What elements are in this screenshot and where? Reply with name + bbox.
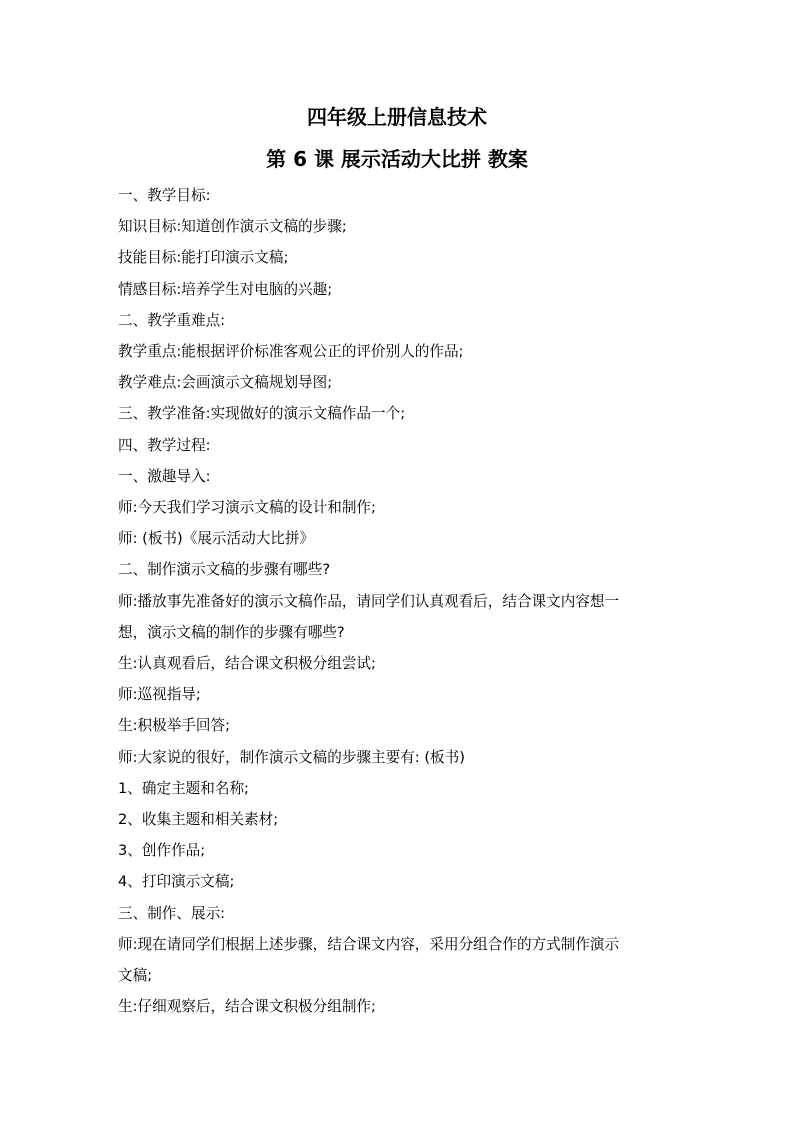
process-step-heading: 一、激趣导入: xyxy=(118,467,211,485)
teacher-line-continued: 文稿; xyxy=(118,967,153,985)
teacher-line: 师:大家说的很好，制作演示文稿的步骤主要有: (板书) xyxy=(118,748,465,766)
teaching-difficulty: 教学难点:会画演示文稿规划导图; xyxy=(118,374,333,392)
section-objectives-heading: 一、教学目标: xyxy=(118,187,211,204)
knowledge-objective: 知识目标:知道创作演示文稿的步骤; xyxy=(118,218,347,236)
process-step-heading: 三、制作、展示: xyxy=(118,904,226,922)
teacher-line: 师:现在请同学们根据上述步骤，结合课文内容，采用分组合作的方式制作演示 xyxy=(118,935,620,953)
section-process-heading: 四、教学过程: xyxy=(118,436,211,454)
section-key-points-heading: 二、教学重难点: xyxy=(118,311,226,329)
skill-objective: 技能目标:能打印演示文稿; xyxy=(118,249,289,267)
lesson-title: 第 6 课 展示活动大比拼 教案 xyxy=(266,147,528,171)
student-line: 生:积极举手回答; xyxy=(118,717,230,735)
teacher-line: 师:巡视指导; xyxy=(118,686,201,704)
document-title: 四年级上册信息技术 xyxy=(307,105,487,129)
emotion-objective: 情感目标:培养学生对电脑的兴趣; xyxy=(118,280,333,298)
teacher-line: 师:今天我们学习演示文稿的设计和制作; xyxy=(118,499,376,517)
teacher-line: 师:播放事先准备好的演示文稿作品，请同学们认真观看后，结合课文内容想一 xyxy=(118,592,620,610)
student-line: 生:仔细观察后，结合课文积极分组制作; xyxy=(118,998,376,1016)
step-list-item: 4、打印演示文稿; xyxy=(118,873,235,891)
teaching-preparation: 三、教学准备:实现做好的演示文稿作品一个; xyxy=(118,405,406,423)
step-list-item: 3、创作作品; xyxy=(118,842,206,860)
student-line: 生:认真观看后，结合课文积极分组尝试; xyxy=(118,655,376,673)
teaching-key-point: 教学重点:能根据评价标准客观公正的评价别人的作品; xyxy=(118,343,464,361)
step-list-item: 1、确定主题和名称; xyxy=(118,779,249,797)
step-list-item: 2、收集主题和相关素材; xyxy=(118,811,279,829)
teacher-line: 师: (板书)《展示活动大比拼》 xyxy=(118,530,315,548)
process-step-heading: 二、制作演示文稿的步骤有哪些? xyxy=(118,561,331,579)
teacher-line-continued: 想，演示文稿的制作的步骤有哪些? xyxy=(118,623,345,641)
lesson-content xyxy=(118,180,680,1022)
